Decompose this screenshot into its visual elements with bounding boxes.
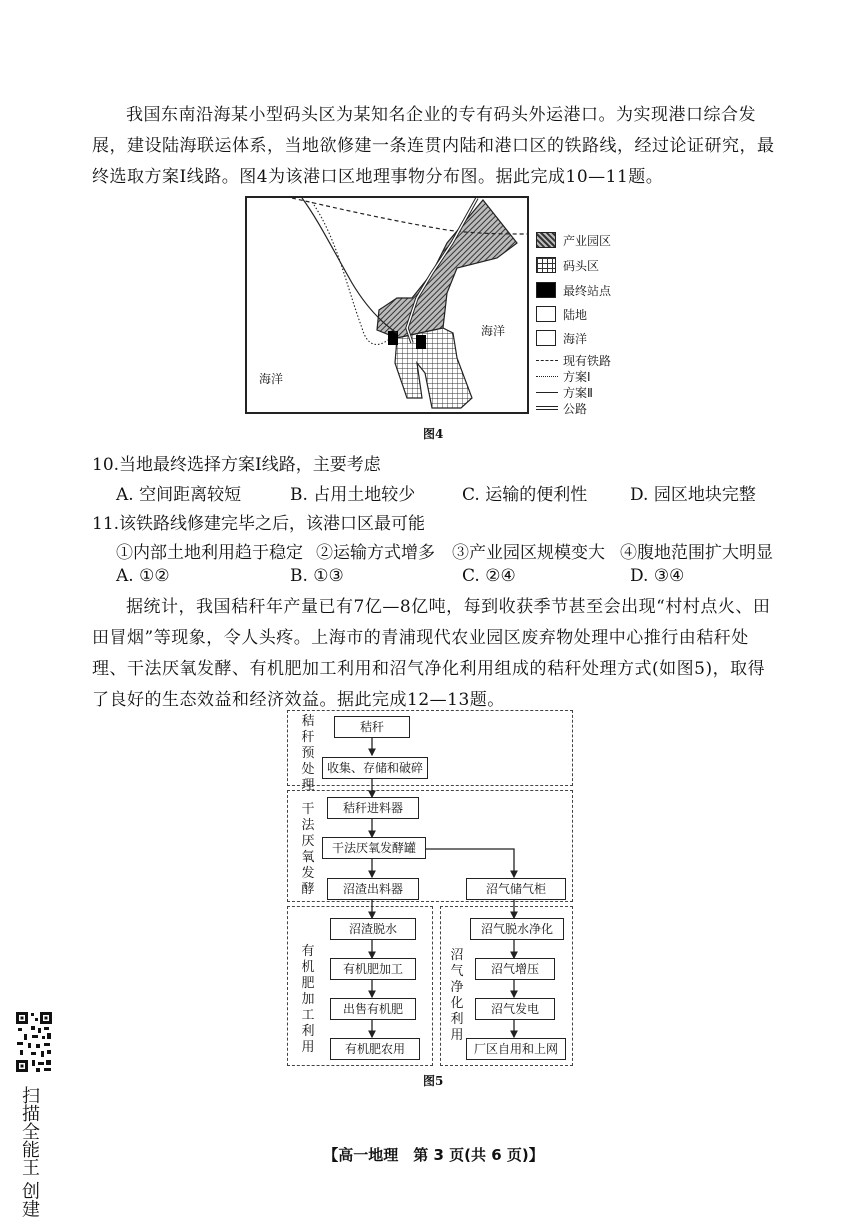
question-11-option-a: A. ①②: [116, 566, 170, 586]
box-gas-purify: 沼气脱水净化: [470, 918, 564, 940]
legend-existing-railway: 现有铁路: [536, 352, 656, 370]
qr-code-icon: [14, 1010, 54, 1074]
question-10-option-d: D. 园区地块完整: [630, 485, 756, 505]
sea-label-left: 海洋: [259, 372, 284, 386]
legend-sea: 海洋: [536, 330, 656, 348]
box-residue-dewater: 沼渣脱水: [330, 918, 416, 940]
question-11-item-2: ②运输方式增多: [316, 543, 435, 563]
legend-plan-2: 方案Ⅱ: [536, 384, 656, 402]
question-11-option-d: D. ③④: [630, 566, 685, 586]
box-farm-use: 有机肥农用: [330, 1038, 420, 1060]
box-fermentation-tank: 干法厌氧发酵罐: [322, 837, 426, 859]
question-11-item-3: ③产业园区规模变大: [452, 543, 605, 563]
legend-plan-1: 方案Ⅰ: [536, 368, 656, 386]
intro-paragraph-2: 据统计，我国秸秆年产量已有7亿—8亿吨，每到收获季节甚至会出现“村村点火、田田冒烟”等现象，令人头疼。上海市的青浦现代农业园区废弃物处理中心推行由秸秆处理、干法厌氧发酵、有机肥加工利用和沼气净化利用组成的秸秆处理方式(如图5)，取得了良好的生态效益和经济效益。据此完成12—13题。: [92, 597, 771, 710]
figure-4-caption: 图4: [423, 427, 444, 441]
box-collect: 收集、存储和破碎: [322, 757, 428, 779]
question-11-option-b: B. ①③: [290, 566, 344, 586]
arrow-tank-gasstore: [422, 849, 514, 877]
question-11-option-c: C. ②④: [462, 566, 516, 586]
legend-industrial-park: 产业园区: [536, 232, 656, 250]
page-footer: 【高一地理 第 3 页(共 6 页)】: [323, 1146, 544, 1164]
intro-paragraph-1: 我国东南沿海某小型码头区为某知名企业的专有码头外运港口。为实现港口综合发展，建设陆海联运体系，当地欲修建一条连贯内陆和港口区的铁路线，经过论证研究，最终选取方案Ⅰ线路。图4为该港口区地理事物分布图。据此完成10—11题。: [92, 105, 775, 187]
box-gas-power: 沼气发电: [475, 998, 555, 1020]
sea-label-right: 海洋: [481, 324, 506, 338]
label-fermentation: 干法厌氧发酵: [301, 802, 315, 897]
figure-5-caption: 图5: [423, 1074, 444, 1088]
box-fertilizer-processing: 有机肥加工: [330, 958, 416, 980]
legend-dock-area: 码头区: [536, 257, 656, 275]
question-10-option-a: A. 空间距离较短: [116, 485, 242, 505]
question-10-option-c: C. 运输的便利性: [462, 485, 588, 505]
label-biogas: 沼气净化利用: [450, 948, 464, 1043]
scanner-watermark: 扫描全能王 创建: [19, 1086, 40, 1218]
box-grid: 厂区自用和上网: [466, 1038, 566, 1060]
question-11-item-1: ①内部土地利用趋于稳定: [116, 543, 303, 563]
question-10-stem: 10.当地最终选择方案Ⅰ线路，主要考虑: [92, 455, 381, 475]
box-gas-storage: 沼气储气柜: [466, 878, 566, 900]
box-sell-fertilizer: 出售有机肥: [330, 998, 416, 1020]
legend-land: 陆地: [536, 306, 656, 324]
question-11-stem: 11.该铁路线修建完毕之后，该港口区最可能: [92, 514, 426, 534]
box-discharger: 沼渣出料器: [327, 878, 419, 900]
question-11-item-4: ④腹地范围扩大明显: [620, 543, 773, 563]
box-straw: 秸秆: [334, 716, 410, 738]
label-fertilizer: 有机肥加工利用: [301, 944, 315, 1055]
question-10-option-b: B. 占用土地较少: [290, 485, 416, 505]
legend-final-station: 最终站点: [536, 282, 656, 300]
legend-highway: 公路: [536, 400, 656, 418]
label-pretreatment: 秸秆预处理: [301, 714, 315, 793]
box-gas-pressurize: 沼气增压: [475, 958, 555, 980]
box-feeder: 秸秆进料器: [327, 797, 419, 819]
